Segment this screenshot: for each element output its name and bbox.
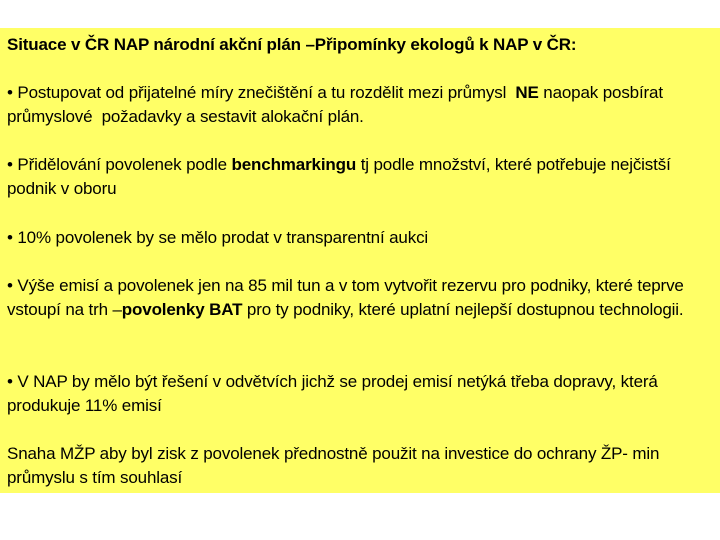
text: Snaha MŽP aby byl zisk z povolenek přednostně použit na investice do ochrany ŽP- min průmyslu s tím souhlasí (7, 444, 664, 487)
slide-title: Situace v ČR NAP národní akční plán –Připomínky ekologů k NAP v ČR: (7, 35, 577, 54)
text: tj podle množství, které potřebuje nejčistší podnik v oboru (7, 155, 676, 198)
bullet-paragraph (7, 370, 719, 418)
bullet-paragraph (7, 153, 719, 201)
text: naopak posbírat průmyslové požadavky a sestavit alokační plán. (7, 83, 668, 126)
text: • Postupovat od přijatelné míry znečištění a tu rozdělit mezi průmysl (7, 83, 516, 102)
text: • Přidělování povolenek podle (7, 155, 232, 174)
emphasis: benchmarkingu (231, 155, 357, 174)
emphasis: NE (515, 83, 539, 102)
emphasis: povolenky BAT (121, 300, 243, 319)
bullet-paragraph (7, 226, 719, 250)
text: • V NAP by mělo být řešení v odvětvích jichž se prodej emisí netýká třeba dopravy, která produkuje 11% emisí (7, 372, 663, 415)
text: • 10% povolenek by se mělo prodat v transparentní aukci (7, 228, 429, 247)
text: pro ty podniky, které uplatní nejlepší dostupnou technologii. (242, 300, 684, 319)
bullet-paragraph (7, 274, 719, 322)
closing-paragraph (7, 442, 719, 490)
bullet-paragraph (7, 81, 719, 129)
text: • Výše emisí a povolenek jen na 85 mil tun a v tom vytvořit rezervu pro podniky, které teprve vstoupí na trh – (7, 276, 689, 319)
